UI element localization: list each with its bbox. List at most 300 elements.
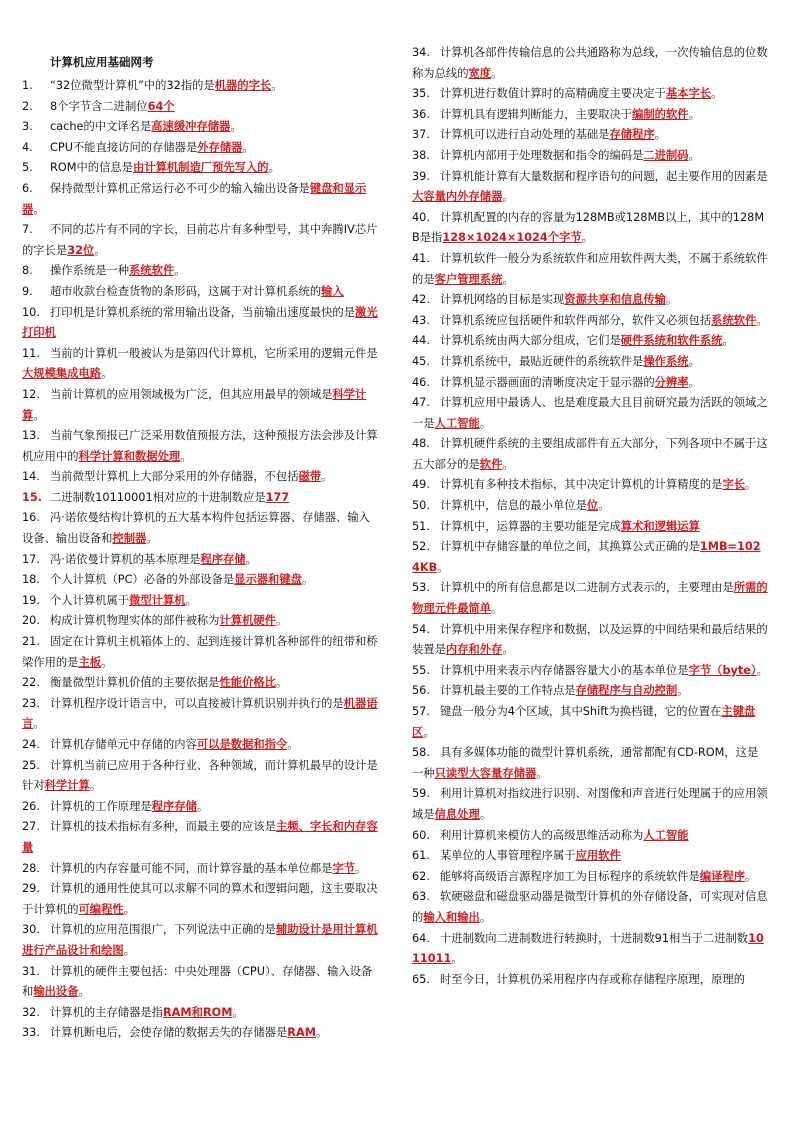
sentence-end: 。 [287,738,299,751]
question-text: 计算机存储单元中存储的内容 [50,738,197,751]
question-text: 计算机系统中，最贴近硬件的系统软件是 [440,354,644,368]
question-item [412,620,768,661]
question-text: 计算机的应用范围很广，下列说法中正确的是 [50,923,276,937]
question-text: cache的中文译名是 [50,120,152,134]
question-number: 43. [412,313,430,327]
answer-text: 1MB=1024KB [412,540,761,574]
question-item [22,611,378,632]
answer-text: 主键盘区 [412,705,756,739]
answer-text: 主频、字长和内存容量 [22,820,378,854]
sentence-end: 。 [232,1005,244,1019]
question-item [412,249,768,290]
question-text: 计算机的内存容量可能不同，而计算容量的基本单位都是 [50,861,333,875]
answer-text: 输入 [321,284,344,298]
question-number: 31. [22,964,40,978]
sentence-end: 。 [185,593,197,607]
sentence-end: 。 [301,573,314,587]
sentence-end: 。 [33,202,45,216]
question-text: “32位微型计算机”中的32指的是 [50,79,215,92]
question-text: 超市收款台检查货物的条形码，这属于对计算机系统的 [50,284,322,298]
sentence-end: 。 [78,985,90,999]
question-text: 计算机中的所有信息都是以二进制方式表示的，主要理由是 [440,581,734,595]
question-text: 个人计算机属于 [50,593,130,607]
question-number: 37. [412,128,430,142]
question-item [22,344,378,385]
sentence-end: 。 [502,643,514,657]
sentence-end: 。 [665,293,678,307]
question-number: 20. [22,614,40,628]
question-number: 35. [412,87,430,101]
answer-text: 可编程性 [78,902,124,916]
question-number: 62. [412,869,430,883]
question-item [412,846,768,867]
question-number: 13. [22,429,40,443]
question-text: 计算机软件一般分为系统软件和应用软件两大类，不属于系统软件的是 [412,251,768,286]
question-number: 24. [22,738,40,751]
answer-text: 128×1024×1024个字节 [442,231,582,245]
sentence-end: 。 [581,231,593,245]
question-item [22,879,378,920]
sentence-end: 。 [677,684,689,698]
answer-text: 64个 [147,99,175,113]
question-text: 计算机的工作原理是 [50,799,152,813]
question-item [412,352,768,373]
question-text: ROM中的信息是 [50,161,133,175]
answer-text: 性能价格比 [219,676,276,690]
question-item [412,373,768,394]
sentence-end: 。 [688,148,700,162]
question-number: 45. [412,354,430,368]
question-text: 计算机的主存储器是指 [50,1005,163,1019]
question-number: 48. [412,437,430,451]
answer-text: 输入和输出 [423,910,480,924]
sentence-end: 。 [479,910,492,924]
question-number: 6. [22,181,33,195]
sentence-end: 。 [756,313,768,327]
question-text: 衡量微型计算机价值的主要依据是 [50,676,220,690]
sentence-end: 。 [245,552,257,566]
question-text: 8个字节含二进制位 [50,99,148,113]
sentence-end: 。 [242,140,254,154]
sentence-end: 。 [196,799,209,813]
question-number: 40. [412,210,430,224]
sentence-end: 。 [275,614,288,628]
answer-text: 177 [265,490,290,504]
answer-text: 内存和外存 [445,643,503,657]
question-text: 计算机当前已应用于各种行业、各种领域，而计算机最早的设计是针对 [22,758,378,793]
answer-text: 程序存储 [200,552,246,566]
sentence-end: 。 [745,869,757,883]
question-number: 3. [22,120,33,134]
answer-text: 高速缓冲存储器 [151,120,231,134]
sentence-end: 。 [101,655,113,669]
question-text: 具有多媒体功能的微型计算机系统，通常都配有CD-ROM，这是一种 [412,746,759,780]
question-text: 十进制数向二进制数进行转换时，十进制数91相当于二进制数 [440,931,749,945]
question-item [22,97,378,118]
sentence-end: 。 [479,416,492,430]
sentence-end: 。 [268,161,280,175]
sentence-end: 。 [89,779,102,793]
sentence-end: 。 [33,717,45,731]
question-text: 计算机系统由两大部分组成，它们是 [440,334,621,348]
sentence-end: 。 [437,560,449,574]
question-item [412,496,768,517]
question-text: 当前的计算机一般被认为是第四代计算机，它所采用的逻辑元件是 [50,346,378,360]
question-item [22,282,378,303]
question-number: 26. [22,799,40,813]
answer-text: 程序存储 [151,799,197,813]
answer-text: 32位 [67,243,95,257]
question-item [22,385,378,426]
sentence-end: 。 [355,861,367,875]
answer-text: 科学计算和数据处理 [78,449,181,463]
question-number: 18. [22,573,40,587]
question-text: 计算机中存储容量的单位之间，其换算公式正确的是 [440,540,700,554]
question-item [412,826,768,847]
question-text: 操作系统是一种 [50,264,130,278]
question-text: 利用计算机对指纹进行识别、对图像和声音进行处理属于的应用领域是 [412,787,768,821]
answer-text: 微型计算机 [129,593,186,607]
sentence-end: 。 [101,367,113,381]
answer-text: 字节（byte） [688,663,757,677]
question-text: 计算机配置的内存的容量为128MB或128MB以上，其中的128MB是指 [412,210,765,245]
question-number: 7. [22,223,33,237]
question-text: 保持微型计算机正常运行必不可少的输入输出设备是 [50,181,310,195]
question-item [22,467,378,488]
answer-text: 编制的软件 [632,107,689,121]
question-text: 计算机应用中最诱人、也是难度最大且目前研究最为活跃的领域之一是 [412,396,768,430]
sentence-end: 。 [321,470,333,484]
sentence-end: 。 [275,676,288,690]
question-number: 50. [412,499,430,513]
question-item [412,661,768,682]
question-number: 54. [412,622,430,636]
question-text: 计算机中用来表示内存储器容量大小的基本单位是 [440,663,689,677]
question-text: 计算机有多种技术指标，其中决定计算机的计算精度的是 [440,478,723,492]
question-number: 51. [412,519,430,533]
question-item [22,591,378,612]
question-item [22,550,378,571]
answer-text: 存储程序与自动控制 [575,684,678,698]
answer-text: 系统软件 [129,264,175,278]
question-text: 软硬磁盘和磁盘驱动器是微型计算机的外存储设备，可实现对信息的 [412,890,768,924]
question-number: 9. [22,284,33,298]
question-item [22,303,378,344]
question-number: 41. [412,251,430,265]
question-number: 63. [412,890,430,904]
question-number: 21. [22,635,40,649]
question-item [22,508,378,549]
answer-text: 输出设备 [33,985,79,999]
sentence-end: 。 [711,87,723,101]
question-item [412,105,768,126]
question-text: 计算机程序设计语言中，可以直接被计算机识别并执行的是 [50,696,344,710]
question-item [22,962,378,1003]
question-number: 17. [22,552,40,566]
question-item [412,887,768,928]
question-item [22,632,378,673]
question-item [22,426,378,467]
question-text: 打印机是计算机系统的常用输出设备，当前输出速度最快的是 [50,305,356,319]
question-item [22,920,378,961]
question-text: 冯·诺依曼结构计算机的五大基本构件包括运算器、存储器、输入设备、输出设备和 [22,511,370,546]
question-item [412,929,768,970]
question-text: 二进制数10110001相对应的十进制数应是 [50,490,266,504]
question-number: 16. [22,511,40,525]
answer-text: 由计算机制造厂预先写入的 [132,161,269,175]
question-number: 1. [22,79,33,92]
question-number: 49. [412,478,430,492]
answer-text: 应用软件 [575,849,621,863]
answer-text: RAM [287,1026,316,1040]
question-text: 计算机具有逻辑判断能力，主要取决于 [440,107,633,121]
answer-text: 客户管理系统 [434,272,503,286]
question-item [412,208,768,249]
answer-text: 字节 [332,861,356,875]
question-text: 固定在计算机主机箱体上的、起到连接计算机各种部件的纽带和桥梁作用的是 [22,635,378,669]
question-text: 计算机进行数值计算时的高精确度主要决定于 [440,87,666,101]
question-text: 计算机的通用性使其可以求解不同的算术和逻辑问题，这主要取决于计算机的 [22,882,378,916]
question-item [22,756,378,797]
question-number: 27. [22,820,40,834]
question-number: 29. [22,882,40,896]
question-text: 当前气象预报已广泛采用数值预报方法，这种预报方法会涉及计算机应用中的 [22,429,378,463]
question-number: 14. [22,470,40,484]
answer-text: 大容量内外存储器 [412,190,503,204]
question-text: 计算机硬件系统的主要组成部件有五大部分，下列各项中不属于这五大部分的是 [412,437,768,471]
question-item [412,290,768,311]
question-item [22,261,378,282]
question-item [412,434,768,475]
question-number: 65. [412,972,430,986]
sentence-end: 。 [688,354,700,368]
question-item [412,331,768,352]
answer-text: 基本字长 [665,87,712,101]
question-number: 5. [22,161,33,175]
page-title: 计算机应用基础网考 [50,55,154,69]
question-number: 23. [22,696,40,710]
question-item [22,179,378,220]
sentence-end: 。 [688,107,700,121]
question-number: 30. [22,923,40,937]
question-item [22,570,378,591]
answer-text: 机器语言 [22,696,378,731]
question-text: 计算机中，运算器的主要功能是完成 [440,519,621,533]
question-item [22,158,378,179]
question-text: 个人计算机（PC）必备的外部设备是 [50,573,235,587]
question-number: 61. [412,849,430,863]
question-item [412,43,768,84]
sentence-end: 。 [598,499,610,513]
question-item [22,138,378,159]
question-item [412,578,768,619]
sentence-end: 。 [451,952,463,966]
answer-text: RAM和ROM [162,1005,233,1019]
answer-text: 硬件系统和软件系统 [620,334,723,348]
sentence-end: 。 [756,663,768,677]
answer-text: 可以是数据和指令 [196,738,288,751]
question-item [22,220,378,261]
question-number: 64. [412,931,430,945]
question-item [412,702,768,743]
question-number: 42. [412,293,430,307]
answer-text: 操作系统 [643,354,689,368]
sentence-end: 。 [315,1026,328,1040]
sentence-end: 。 [745,478,757,492]
question-text: 计算机内部用于处理数据和指令的编码是 [440,148,644,162]
question-item [412,311,768,332]
answer-text: 二进制码 [643,148,689,162]
answer-text: 分辨率 [654,375,689,389]
question-text: 当前微型计算机上大部分采用的外存储器，不包括 [50,470,299,484]
question-item [22,797,378,818]
answer-text: 算术和逻辑运算 [620,519,700,533]
sentence-end: 。 [502,190,514,204]
answer-text: 计算机硬件 [219,614,276,628]
question-item [412,393,768,434]
question-number: 38. [412,148,430,162]
question-number: 25. [22,758,40,772]
question-number: 2. [22,99,33,113]
question-text: 冯·诺依曼计算机的基本原理是 [50,552,201,566]
question-text: 计算机能计算有大量数据和程序语句的问题，起主要作用的因素是 [440,169,768,183]
question-number: 44. [412,334,430,348]
question-number: 10. [22,305,40,319]
question-number: 32. [22,1005,40,1019]
sentence-end: 。 [174,264,186,278]
sentence-end: 。 [536,766,548,780]
question-text: 计算机中，信息的最小单位是 [440,499,587,513]
question-text: 能够将高级语言源程序加工为目标程序的系统软件是 [440,869,700,883]
question-number: 34. [412,46,430,59]
question-number: 56. [412,684,430,698]
answer-text: 位 [586,499,599,513]
answer-text: 磁带 [298,470,322,484]
question-item [22,117,378,138]
sentence-end: 。 [33,408,45,422]
answer-text: 人工智能 [643,828,689,842]
question-text: 计算机最主要的工作特点是 [440,684,576,698]
question-item [22,859,378,880]
answer-text: 辅助设计是用计算机进行产品设计和绘图 [22,923,378,957]
sentence-end: 。 [123,943,135,957]
question-item [22,817,378,858]
question-item [22,488,378,509]
answer-text: 人工智能 [434,416,480,430]
question-item [412,167,768,208]
answer-text: 键盘和显示器 [22,181,367,216]
answer-text: 显示器和键盘 [234,573,302,587]
answer-text: 激光打印机 [22,305,378,340]
question-item [412,475,768,496]
question-text: 计算机可以进行自动处理的基础是 [440,128,610,142]
question-text: 当前计算机的应用领域极为广泛，但其应用最早的领域是 [50,387,333,401]
question-text: 计算机的硬件主要包括：中央处理器（CPU）、存储器、输入设备和 [22,964,373,999]
question-text: 键盘一般分为4个区域，其中Shift为换档键，它的位置在 [440,705,722,718]
question-item [22,735,378,756]
question-number: 33. [22,1026,40,1040]
question-item [22,673,378,694]
answer-text: 大规模集成电路 [22,367,102,381]
question-item [412,970,768,991]
question-column-right [412,43,768,990]
sentence-end: 。 [94,243,106,257]
question-item [412,517,768,538]
question-text: 构成计算机物理实体的部件被称为 [50,614,220,628]
question-text: 计算机中用来保存程序和数据，以及运算的中间结果和最后结果的装置是 [412,622,768,657]
answer-text: 信息处理 [434,807,480,821]
sentence-end: 。 [479,807,492,821]
sentence-end: 。 [146,532,158,546]
answer-text: 宽度 [468,66,492,80]
answer-text: 存储程序 [609,128,655,142]
sentence-end: 。 [123,902,136,916]
question-text: 时至今日，计算机仍采用程序内存或称存储程序原理，原理的 [440,972,746,986]
question-column-left [22,76,378,1044]
answer-text: 系统软件 [711,313,757,327]
question-item [412,146,768,167]
question-number: 58. [412,746,430,760]
answer-text: 外存储器 [197,140,243,154]
sentence-end: 。 [502,272,514,286]
question-text: 利用计算机来模仿人的高级思维活动称为 [440,828,644,842]
answer-text: 控制器 [112,532,147,546]
answer-text: 主板 [78,655,102,669]
question-number: 46. [412,375,430,389]
question-number: 52. [412,540,430,554]
sentence-end: 。 [491,602,503,616]
question-number: 55. [412,663,430,677]
answer-text: 1011011 [412,931,764,966]
sentence-end: 。 [423,725,435,739]
question-text: 不同的芯片有不同的字长，目前芯片有多种型号，其中奔腾IV芯片的字长是 [22,223,378,257]
question-number: 28. [22,861,40,875]
question-number: 22. [22,676,40,690]
question-number: 11. [22,346,40,360]
question-text: 计算机各部件传输信息的公共通路称为总线，一次传输信息的位数称为总线的 [412,46,768,80]
answer-text: 只读型大容量存储器 [434,766,537,780]
question-item [412,125,768,146]
question-number: 57. [412,705,430,718]
answer-text: 资源共享和信息传输 [564,293,666,307]
answer-text: 科学计算 [44,779,90,793]
sentence-end: 。 [722,334,734,348]
question-number: 8. [22,264,33,278]
question-text: 计算机显示器画面的清晰度决定于显示器的 [440,375,655,389]
answer-text: 软件 [479,457,503,471]
sentence-end: 。 [271,79,283,92]
sentence-end: 。 [654,128,666,142]
question-text: 计算机系统应包括硬件和软件两部分，软件又必须包括 [440,313,712,327]
question-item [412,743,768,784]
question-number: 15. [22,490,43,504]
question-number: 12. [22,387,40,401]
question-number: 60. [412,828,430,842]
question-text: CPU不能直接访问的存储器是 [50,140,198,154]
sentence-end: 。 [688,375,700,389]
question-item [412,681,768,702]
answer-text: 机器的字长 [214,79,272,92]
question-text: 某单位的人事管理程序属于 [440,849,576,863]
question-number: 47. [412,396,430,410]
question-item [22,1023,378,1044]
question-item [412,784,768,825]
question-item [22,694,378,735]
question-number: 59. [412,787,430,801]
question-text: 计算机网络的目标是实现 [440,293,565,307]
question-number: 4. [22,140,33,154]
question-number: 19. [22,593,40,607]
